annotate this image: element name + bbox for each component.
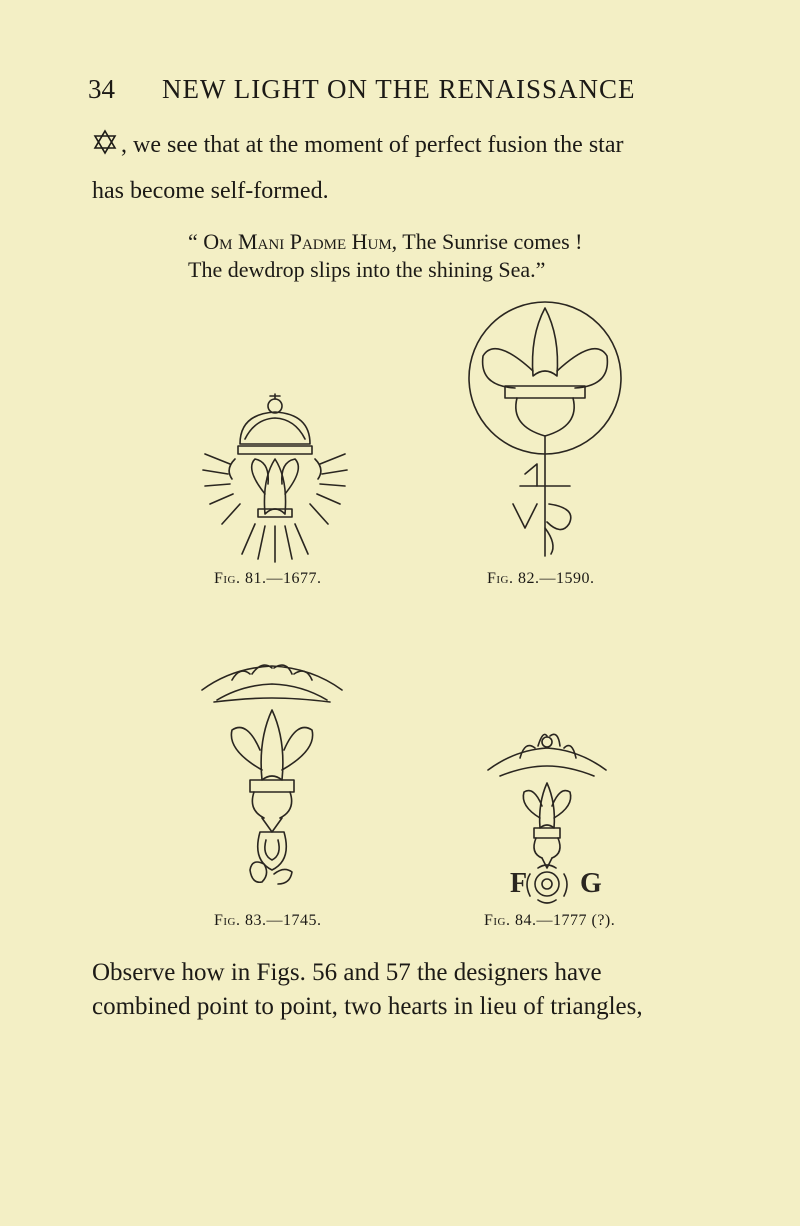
running-head: NEW LIGHT ON THE RENAISSANCE: [162, 74, 636, 104]
fig82-fleur-de-lis-circle-icon: [465, 296, 625, 558]
fig82-caption: Fig. 82.—1590.: [487, 570, 595, 587]
quote-line-2: The dewdrop slips into the shining Sea.”: [188, 257, 546, 282]
fig83-crowned-fleur-de-lis-pendant-icon: [192, 660, 352, 892]
quote-line-1: [188, 228, 583, 256]
fig84-caption: Fig. 84.—1777 (?).: [484, 912, 616, 929]
body-line-1-text: , we see that at the moment of perfect fusion the star: [121, 132, 624, 158]
fig84-monogram: [510, 868, 620, 904]
body-line-2: has become self-formed.: [92, 178, 329, 204]
fig83-caption: Fig. 83.—1745.: [214, 912, 322, 929]
quote-line-1-rest: The Sunrise comes !: [397, 229, 583, 254]
quotation: [188, 228, 583, 284]
page-number: 34: [88, 74, 115, 104]
quote-mantra: Om Mani Padme Hum,: [203, 229, 398, 254]
page-header: [88, 74, 668, 114]
fig81-caption: Fig. 81.—1677.: [214, 570, 322, 587]
open-quote: “: [188, 229, 204, 254]
fig84-letter-left: F: [510, 868, 528, 899]
star-of-david-icon: [92, 129, 118, 155]
closing-line-1: Observe how in Figs. 56 and 57 the designers have: [92, 959, 602, 986]
fig81-crowned-fleur-de-lis-icon: [200, 384, 350, 564]
fig84-letter-right: G: [580, 868, 602, 899]
closing-line-2: combined point to point, two hearts in lieu of triangles,: [92, 993, 643, 1020]
body-line-1: [92, 122, 624, 168]
